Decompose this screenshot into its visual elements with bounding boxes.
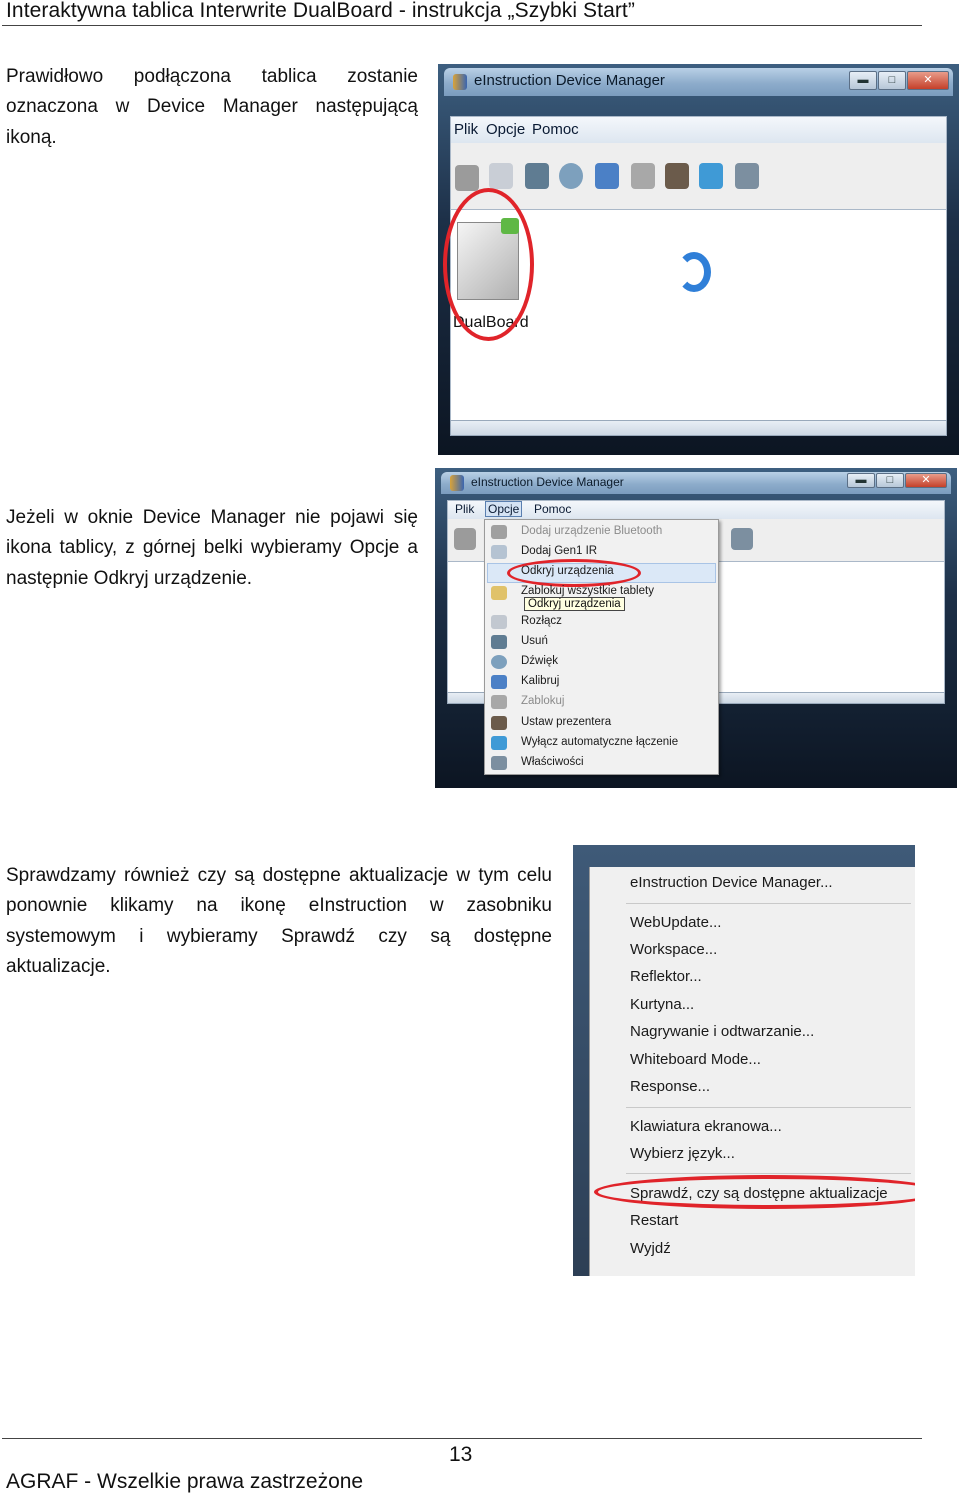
ir-icon	[491, 545, 507, 559]
paragraph-line: następnie Odkryj urządzenie.	[6, 567, 253, 589]
wrench-icon[interactable]	[735, 163, 759, 189]
menu-pomoc[interactable]: Pomoc	[532, 121, 579, 138]
section-1-text	[6, 62, 418, 153]
menu-plik[interactable]: Plik	[454, 121, 479, 138]
menu-item-lock[interactable]: Zablokuj	[521, 695, 565, 707]
menu-item-lock-all-tablets[interactable]: Zablokuj wszystkie tablety	[521, 585, 654, 597]
menu-item-add-gen1-ir[interactable]: Dodaj Gen1 IR	[521, 545, 598, 557]
tooltip: Odkryj urządzenia	[524, 597, 625, 611]
paragraph-line: aktualizacje.	[6, 955, 111, 977]
remove-icon[interactable]	[525, 163, 549, 189]
menu-item-sound[interactable]: Dźwięk	[521, 655, 559, 667]
tray-item-workspace[interactable]: Workspace...	[630, 941, 718, 958]
tray-item-choose-language[interactable]: Wybierz język...	[630, 1145, 735, 1162]
lock-all-icon	[491, 586, 507, 600]
tray-item-spotlight[interactable]: Reflektor...	[630, 968, 702, 985]
wrench-icon	[491, 756, 507, 770]
menu-separator	[626, 903, 911, 904]
menu-item-discover-devices[interactable]: Odkryj urządzenia	[521, 565, 614, 577]
paragraph-line: ikoną.	[6, 126, 57, 148]
window-title: eInstruction Device Manager	[474, 72, 665, 89]
footer-copyright: AGRAF - Wszelkie prawa zastrzeżone	[6, 1470, 364, 1493]
menu-opcje[interactable]: Opcje	[486, 121, 526, 138]
paragraph-line: systemowym i wybieramy Sprawdź czy są dostępne	[6, 925, 552, 947]
footer-divider	[2, 1438, 922, 1439]
wrench-icon[interactable]	[731, 528, 753, 550]
tray-context-menu	[589, 867, 915, 1276]
header-divider	[2, 25, 922, 26]
minimize-icon[interactable]: ▬	[847, 473, 875, 488]
options-menu-screenshot	[435, 468, 957, 788]
app-icon	[453, 74, 467, 90]
close-icon[interactable]: ✕	[905, 473, 947, 488]
highlight-ring	[594, 1175, 915, 1209]
remove-icon	[491, 635, 507, 649]
menu-item-remove[interactable]: Usuń	[521, 635, 548, 647]
menu-separator	[626, 1173, 911, 1174]
tray-item-exit[interactable]: Wyjdź	[630, 1240, 671, 1257]
section-2-text	[6, 503, 418, 594]
tray-item-response[interactable]: Response...	[630, 1078, 711, 1095]
menu-plik[interactable]: Plik	[455, 502, 475, 516]
close-icon[interactable]: ✕	[907, 71, 949, 90]
paragraph-line: Jeżeli w oknie Device Manager nie pojawi się	[6, 507, 418, 528]
toolbar	[450, 143, 947, 209]
tray-item-recording[interactable]: Nagrywanie i odtwarzanie...	[630, 1023, 815, 1040]
paragraph-line: oznaczona w Device Manager następującą	[6, 96, 418, 118]
menu-bar	[447, 500, 945, 520]
menu-item-disconnect[interactable]: Rozłącz	[521, 615, 562, 627]
document-header-title: Interaktywna tablica Interwrite DualBoard - instrukcja „Szybki Start”	[6, 0, 635, 22]
tray-item-check-updates[interactable]: Sprawdź, czy są dostępne aktualizacje	[630, 1185, 888, 1202]
tray-item-curtain[interactable]: Kurtyna...	[630, 996, 695, 1013]
tray-item-onscreen-keyboard[interactable]: Klawiatura ekranowa...	[630, 1118, 782, 1135]
tray-item-device-manager[interactable]: eInstruction Device Manager...	[630, 874, 833, 891]
menu-opcje[interactable]: Opcje	[485, 501, 522, 517]
add-icon	[491, 525, 507, 539]
highlight-ring	[443, 188, 534, 341]
app-icon	[450, 475, 464, 491]
calibrate-icon[interactable]	[595, 163, 619, 189]
menu-pomoc[interactable]: Pomoc	[534, 502, 572, 516]
auto-connect-icon	[491, 736, 507, 750]
menu-item-add-bluetooth[interactable]: Dodaj urządzenie Bluetooth	[521, 525, 663, 537]
maximize-icon[interactable]: □	[876, 473, 904, 488]
presenter-icon	[491, 716, 507, 730]
menu-item-set-presenter[interactable]: Ustaw prezentera	[521, 716, 612, 728]
paragraph-line: ikona tablicy, z górnej belki wybieramy Opcje a	[6, 537, 418, 559]
calibrate-icon	[491, 675, 507, 689]
menu-separator	[626, 1107, 911, 1108]
menu-item-disable-auto-connect[interactable]: Wyłącz automatyczne łączenie	[521, 736, 679, 748]
sound-icon	[491, 655, 507, 669]
paragraph-line: ponownie klikamy na ikonę eInstruction w zasobniku	[6, 895, 552, 917]
tray-menu-screenshot	[573, 845, 915, 1276]
highlight-ring	[507, 559, 641, 587]
page-number: 13	[449, 1443, 473, 1466]
window-titlebar	[441, 472, 951, 494]
add-device-icon[interactable]	[455, 165, 479, 191]
minimize-icon[interactable]: ▬	[849, 71, 877, 90]
maximize-icon[interactable]: □	[878, 71, 906, 90]
section-3-text	[6, 861, 552, 982]
loading-spinner-icon	[677, 252, 711, 292]
sound-icon[interactable]	[559, 163, 583, 189]
menu-item-calibrate[interactable]: Kalibruj	[521, 675, 560, 687]
device-list	[450, 209, 947, 421]
menu-bar	[450, 116, 947, 144]
device-label: DualBoard	[453, 314, 529, 331]
status-bar	[450, 420, 947, 436]
paragraph-line: Prawidłowo podłączona tablica zostanie	[6, 66, 418, 87]
menu-item-properties[interactable]: Właściwości	[521, 756, 584, 768]
disconnect-icon[interactable]	[489, 163, 513, 189]
tray-item-webupdate[interactable]: WebUpdate...	[630, 914, 722, 931]
window-titlebar	[444, 68, 953, 96]
disconnect-icon	[491, 615, 507, 629]
lock-icon	[491, 695, 507, 709]
lock-icon[interactable]	[631, 163, 655, 189]
paragraph-line: Sprawdzamy również czy są dostępne aktualizacje w tym celu	[6, 865, 552, 886]
auto-connect-icon[interactable]	[699, 163, 723, 189]
device-manager-screenshot	[438, 64, 959, 455]
presenter-icon[interactable]	[665, 163, 689, 189]
tray-item-restart[interactable]: Restart	[630, 1212, 679, 1229]
window-title: eInstruction Device Manager	[471, 475, 624, 489]
tray-item-whiteboard-mode[interactable]: Whiteboard Mode...	[630, 1051, 761, 1068]
options-dropdown-menu	[484, 519, 719, 775]
add-device-icon[interactable]	[454, 528, 476, 550]
